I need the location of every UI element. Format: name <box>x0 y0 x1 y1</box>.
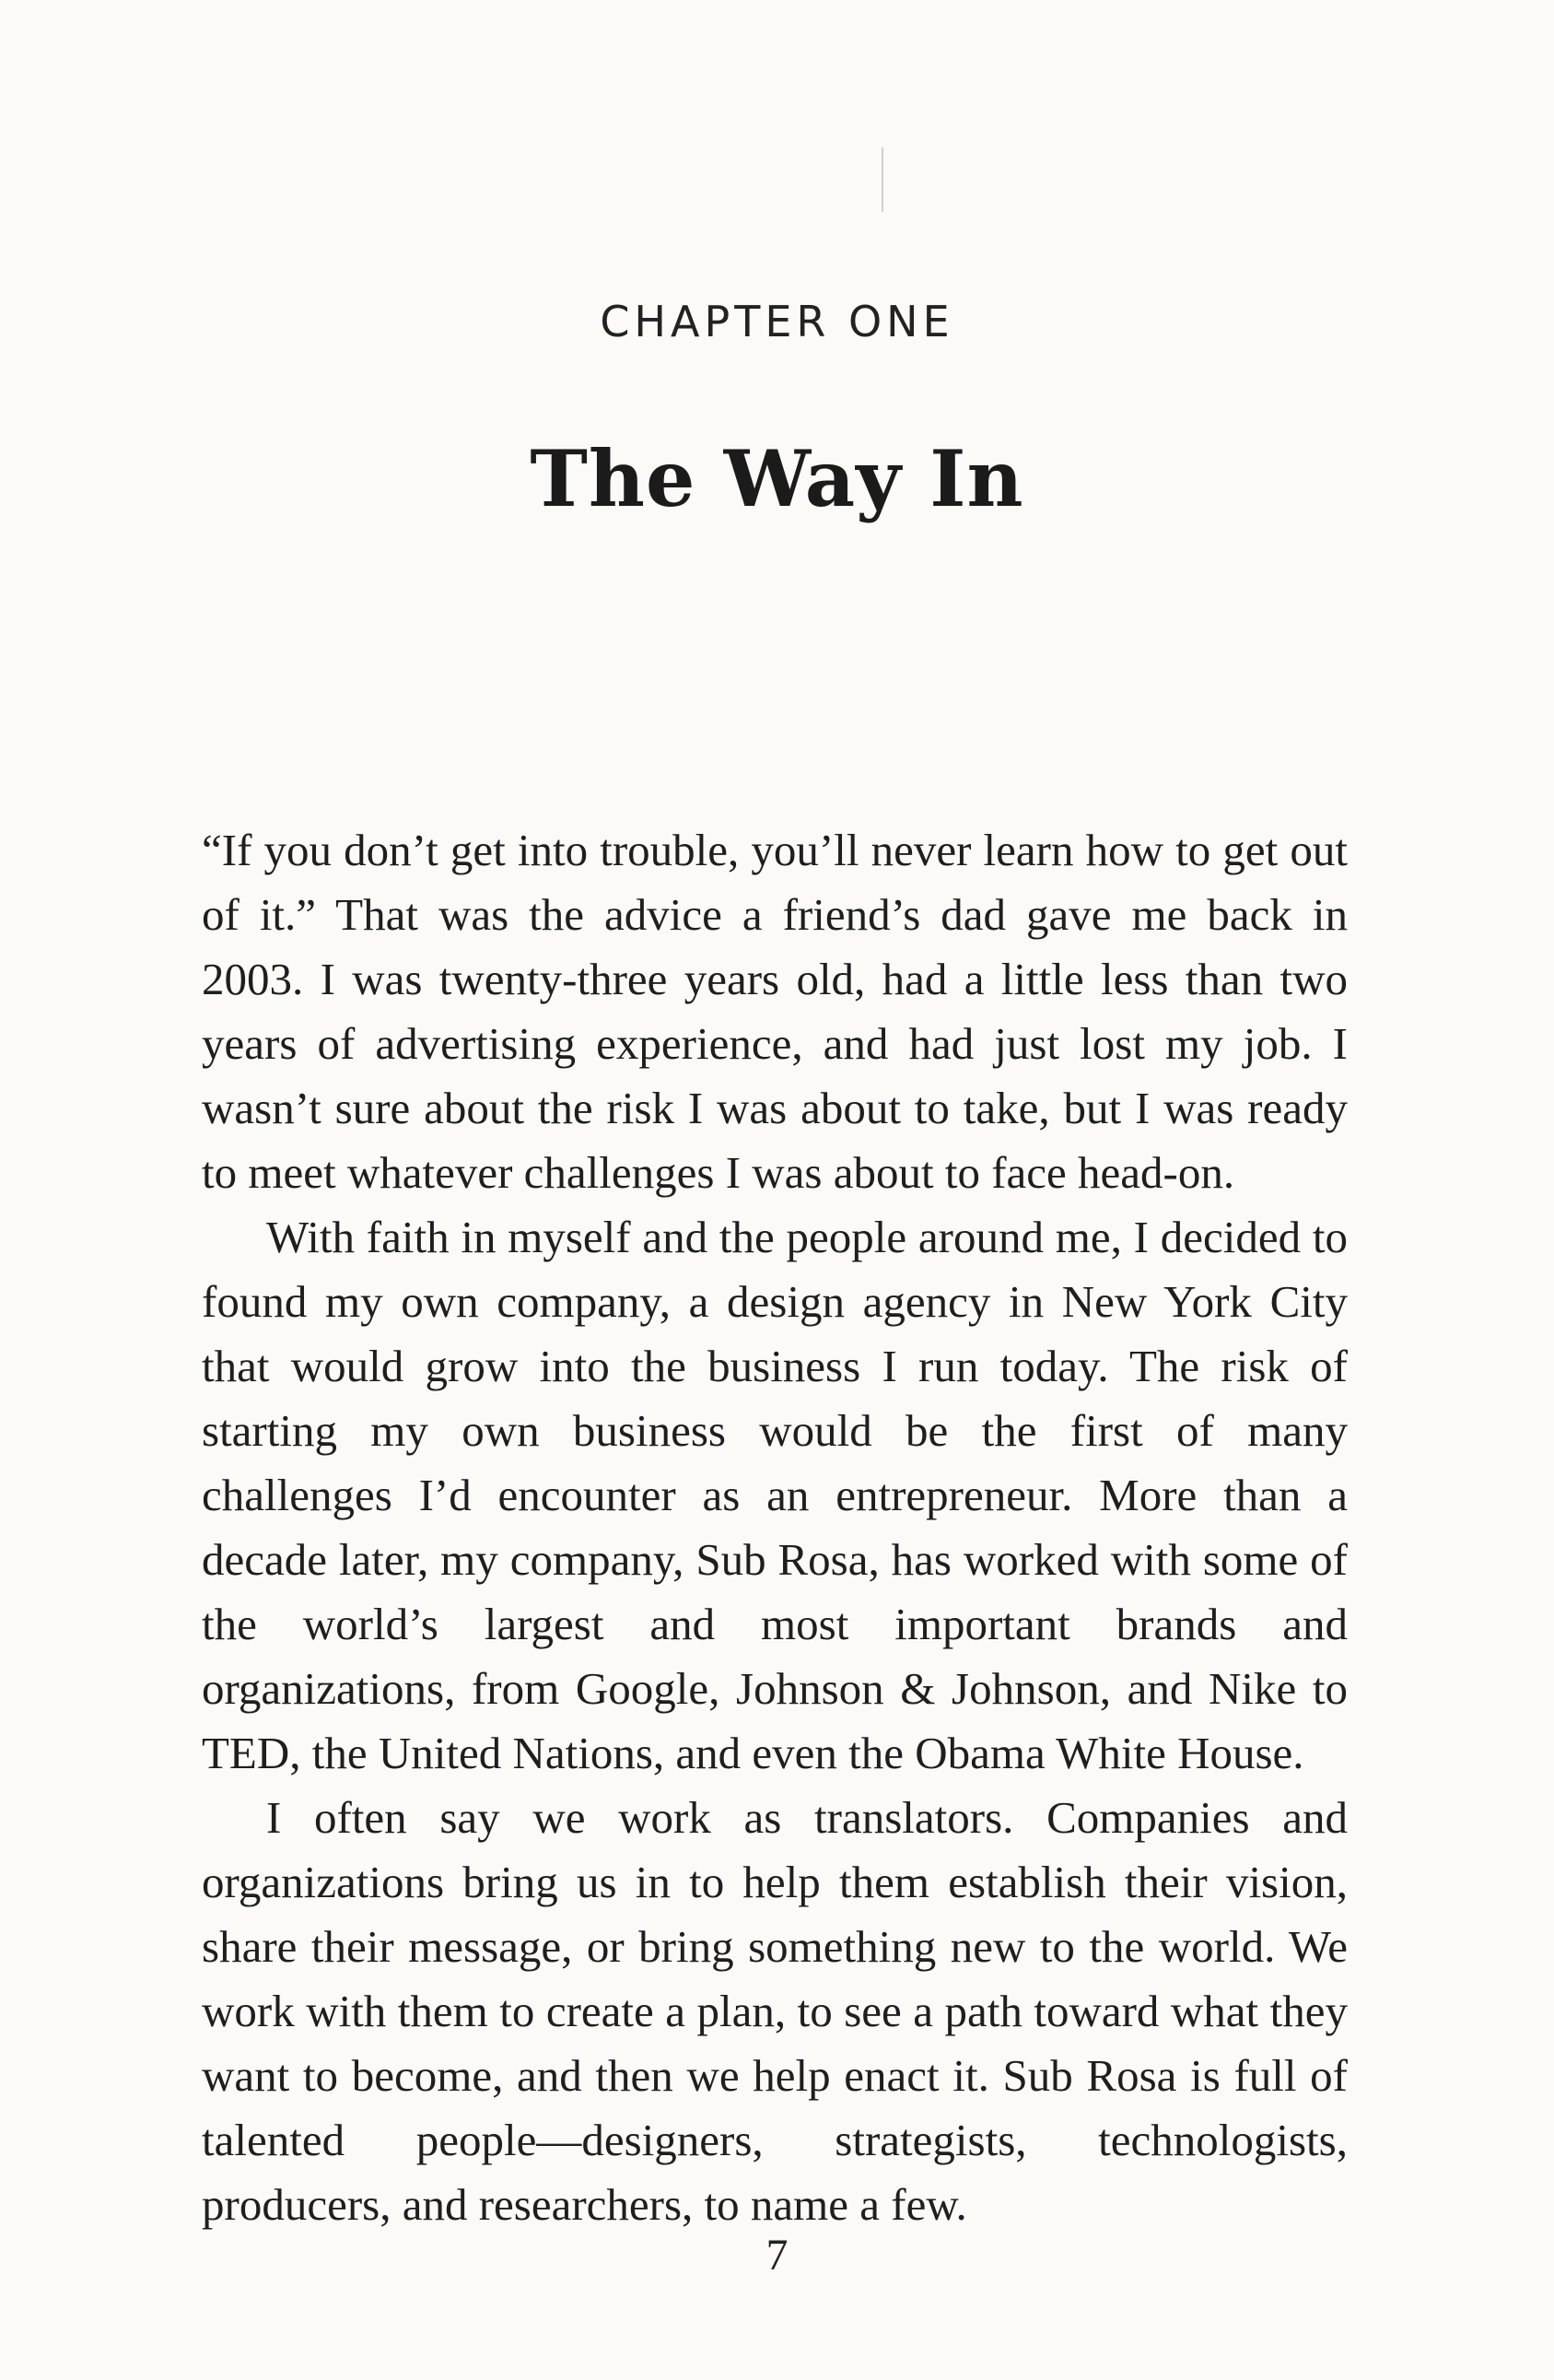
chapter-title: The Way In <box>530 433 1024 524</box>
paragraph: With faith in myself and the people around me, I decided to found my own company, a design agency in New York City that would grow into the business I run today. The risk of starting my own business would be the first of many challenges I’d encounter as an entrepreneur. More than a decade later, my company, Sub Rosa, has worked with some of the world’s largest and most important brands and organizations, from Google, Johnson & Johnson, and Nike to TED, the United Nations, and even the Obama White House. <box>202 1212 1348 1778</box>
paragraph: I often say we work as translators. Companies and organizations bring us in to help them establish their vision, share their message, or bring something new to the world. We work with them to create a plan, to see a path toward what they want to become, and then we help enact it. Sub Rosa is full of talented people—designers, strategists, technologists, producers, and researchers, to name a few. <box>202 1792 1348 2230</box>
chapter-label: CHAPTER ONE <box>600 297 954 346</box>
scan-mark <box>882 147 883 212</box>
paragraph: “If you don’t get into trouble, you’ll never learn how to get out of it.” That was the advice a friend’s dad gave me back in 2003. I was twenty-three years old, had a little less than two years of advertising experience, and had just lost my job. I wasn’t sure about the risk I was about to take, but I was ready to meet whatever challenges I was about to face head-on. <box>202 825 1348 1198</box>
body-text <box>202 818 1348 2237</box>
page-number: 7 <box>765 2231 789 2280</box>
